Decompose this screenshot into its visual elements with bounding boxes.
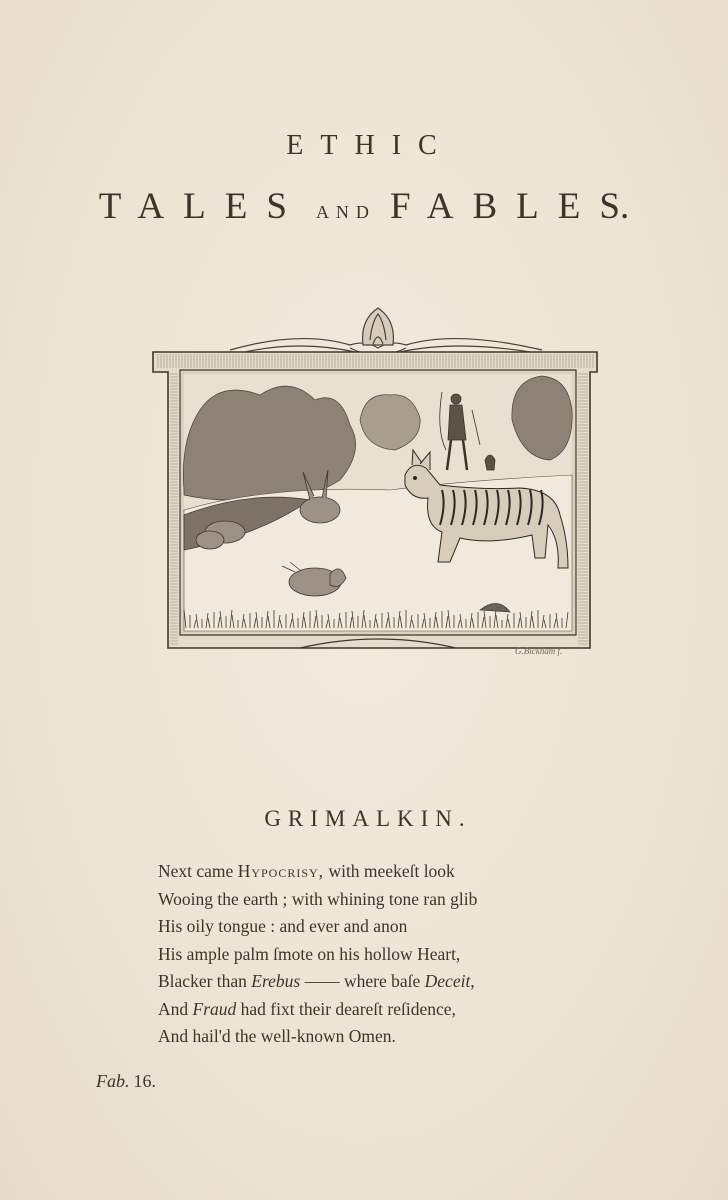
title-line-tales-and-fables (0, 185, 728, 228)
fable-reference (96, 1071, 156, 1092)
poem-line-text: Blacker than (158, 971, 252, 991)
poem-line-text: Wooing the earth ; with whining tone ran glib (158, 888, 478, 909)
engraver-signature: G.Bickham f. (515, 646, 563, 656)
title-word-tales: TALES (98, 186, 306, 227)
poem-line-text: had fixt their deareſt reſidence, (236, 998, 456, 1019)
poem-line (158, 996, 578, 1024)
poem-line (158, 913, 578, 941)
poem-line-text: —— where baſe (300, 971, 425, 991)
poem-line-text: with meekeſt look (324, 861, 455, 881)
poem-line-text: And hail'd the well-known Omen. (158, 1026, 396, 1046)
poem-line-italic: Erebus (251, 971, 301, 991)
poem-title: GRIMALKIN. (264, 806, 472, 831)
title-word-fables: FABLE (389, 186, 600, 227)
title-word-and: AND (315, 202, 376, 222)
poem-line-text: His ample palm ſmote on his hollow Heart, (158, 943, 461, 964)
poem-line-italic: Deceit, (424, 971, 475, 991)
engraving-scene (183, 374, 572, 631)
poem-text (158, 858, 578, 1051)
crest-ornament-icon (230, 308, 542, 355)
poem-line (158, 886, 578, 914)
poem-line-text: Next came (158, 861, 238, 881)
poem-line (158, 968, 578, 996)
engraving-illustration (150, 300, 605, 660)
fable-number: 16. (133, 1071, 156, 1091)
poem-line (158, 858, 578, 886)
poem-line-text: His oily tongue : and ever and anon (158, 916, 408, 936)
poem-line-smallcaps: Hypocrisy, (237, 861, 325, 881)
fable-label: Fab. (96, 1071, 130, 1091)
poem-line-text: And (158, 998, 193, 1019)
poem-line-italic: Fraud (192, 998, 237, 1019)
poem-line (158, 1023, 578, 1051)
poem-line (158, 941, 578, 969)
title-line-ethic: ETHIC (286, 130, 454, 161)
title-word-fables-end: S. (599, 186, 630, 227)
